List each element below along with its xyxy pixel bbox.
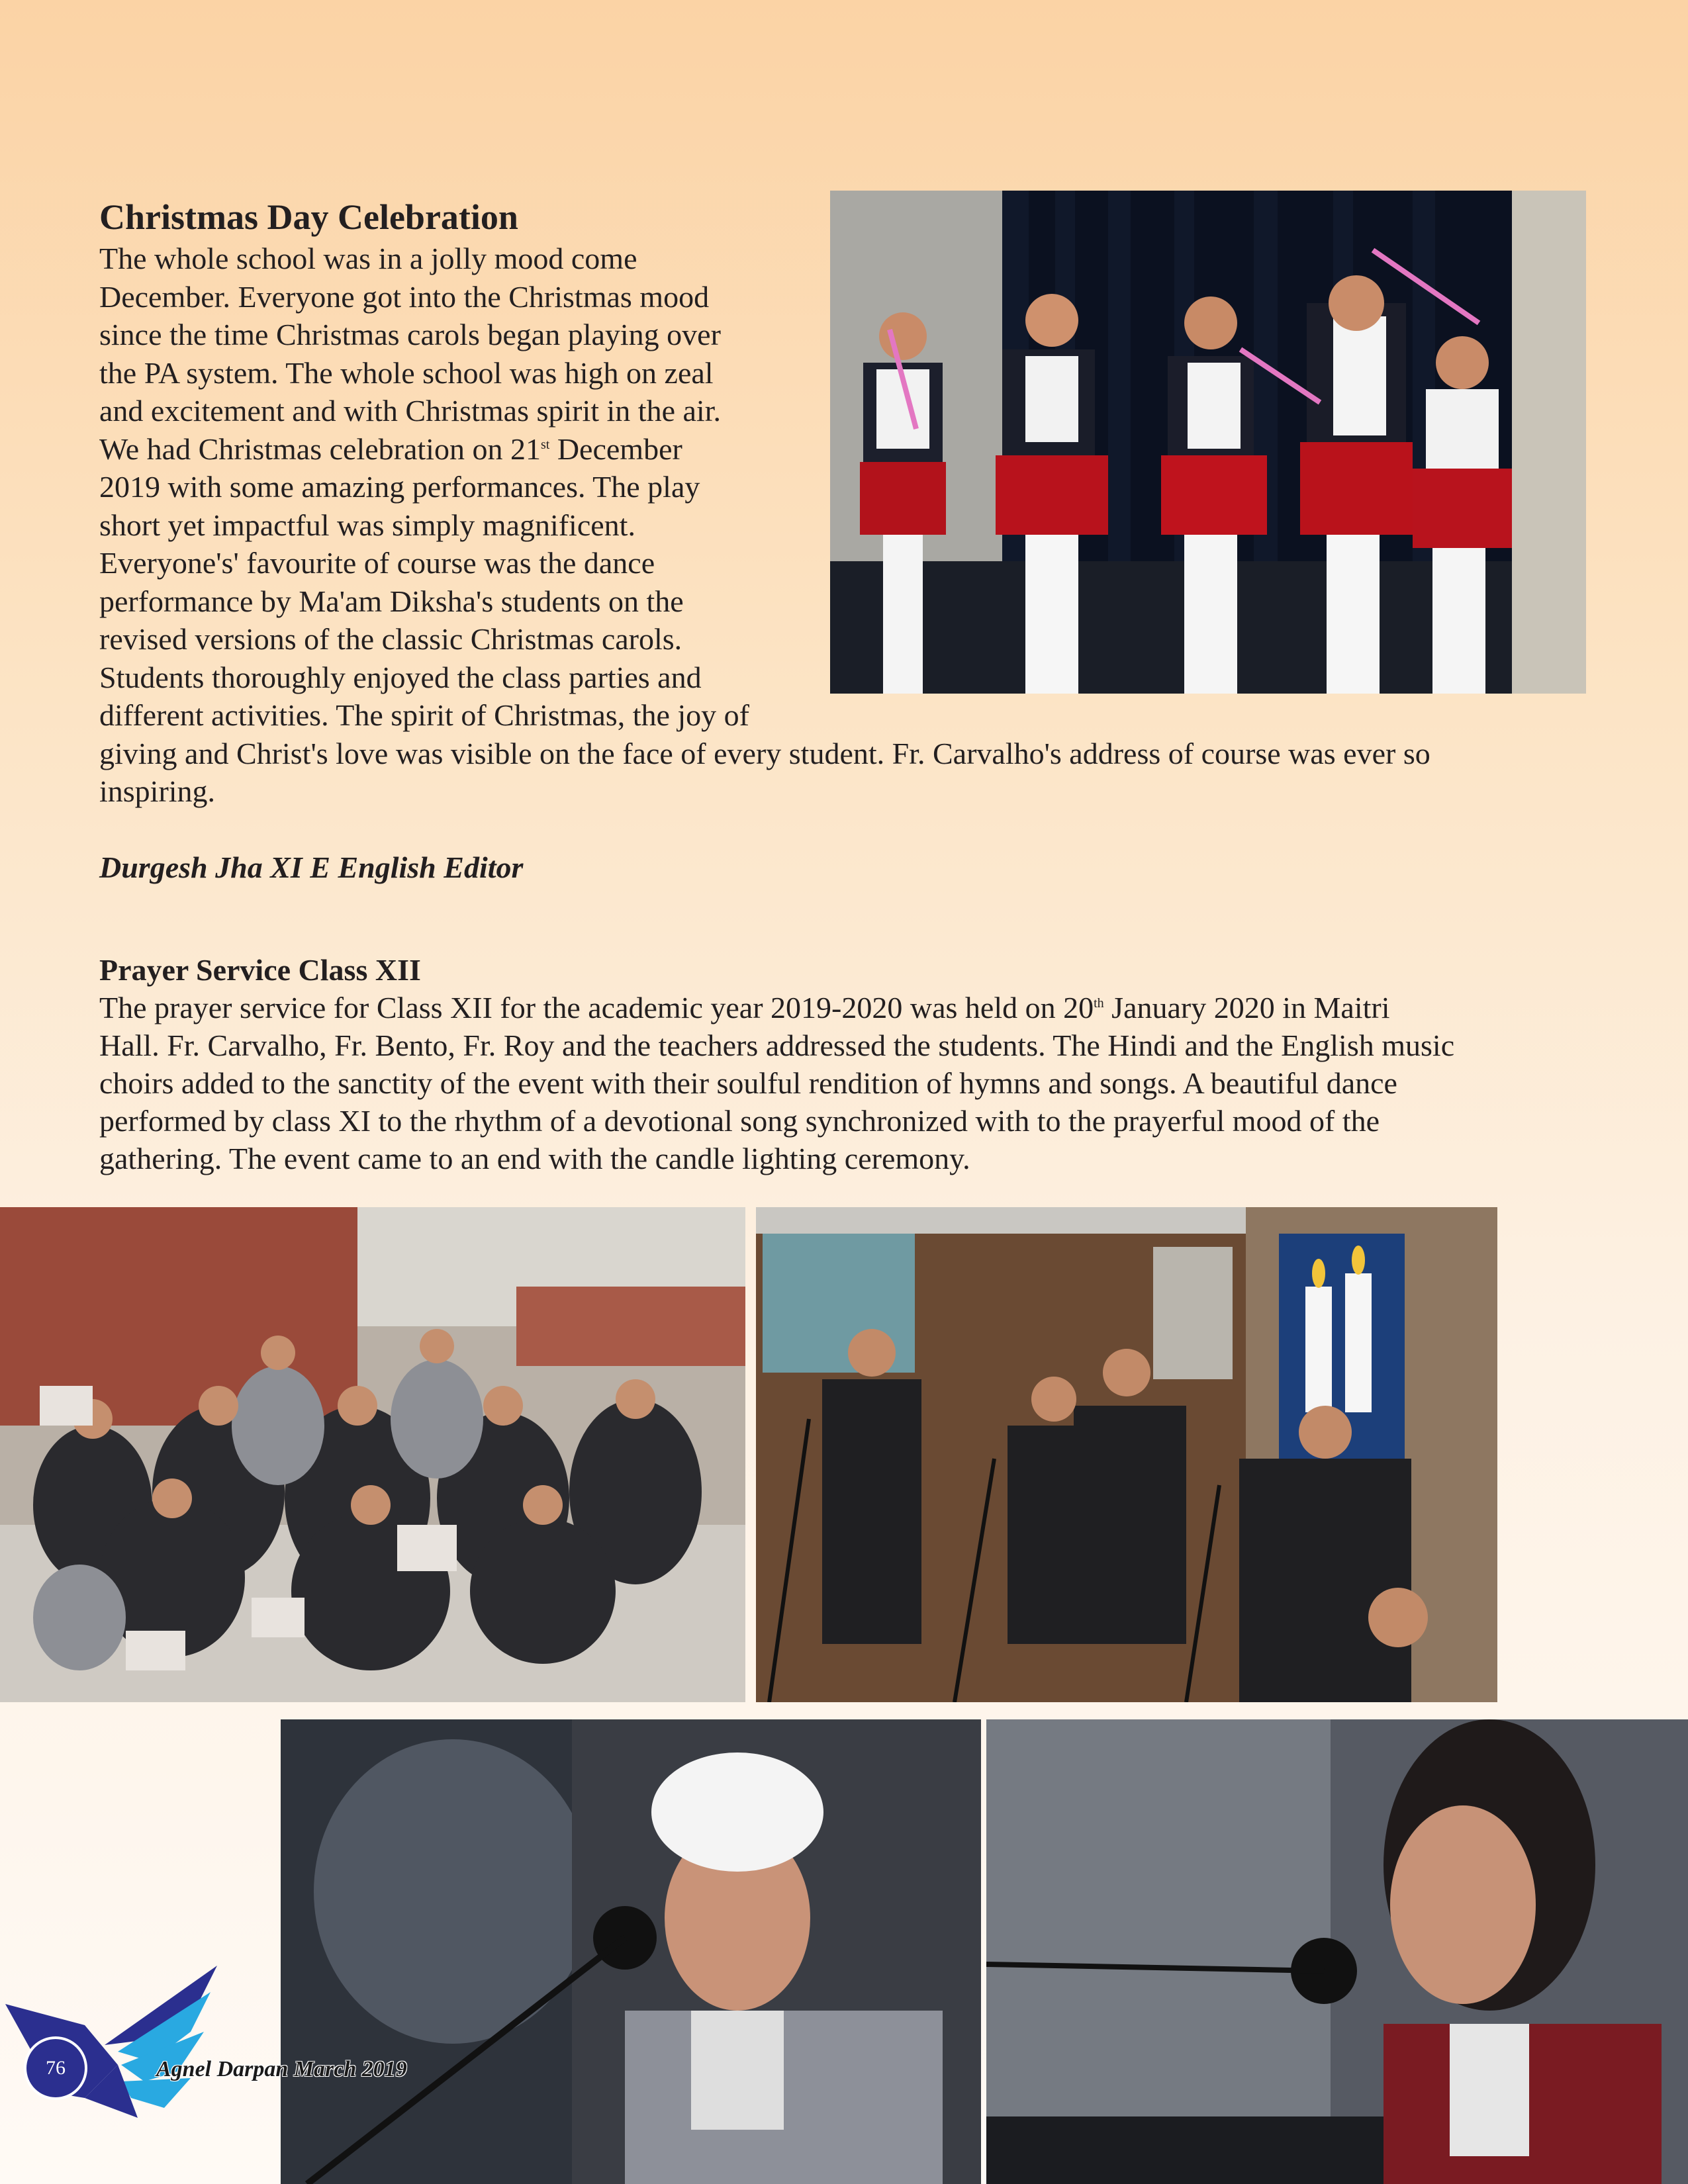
christmas-line: different activities. The spirit of Christmas, the joy of	[99, 698, 749, 732]
prayer-line: The prayer service for Class XII for the academic year 2019-2020 was held on 20	[99, 991, 1094, 1024]
date-ordinal-suffix: st	[540, 437, 550, 452]
christmas-line: inspiring.	[99, 774, 216, 808]
prayer-line: performed by class XI to the rhythm of a devotional song synchronized with to the prayerful mood of the	[99, 1104, 1380, 1138]
page-number: 76	[46, 2057, 66, 2079]
christmas-line: performance by Ma'am Diksha's students on the	[99, 584, 684, 618]
christmas-dance-photo	[830, 191, 1586, 694]
prayer-line-date	[99, 989, 1609, 1026]
date-ordinal-suffix: th	[1094, 996, 1104, 1011]
christmas-line: 2019 with some amazing performances. The play	[99, 470, 700, 504]
christmas-line: and excitement and with Christmas spirit in the air.	[99, 394, 721, 428]
school-bird-logo	[5, 1966, 224, 2124]
prayer-line: January 2020 in Maitri	[1103, 991, 1390, 1024]
christmas-line: giving and Christ's love was visible on the face of every student. Fr. Carvalho's address of course was ever so	[99, 736, 1430, 770]
speaker-boy-photo	[281, 1719, 981, 2184]
christmas-line: December. Everyone got into the Christmas mood	[99, 279, 710, 314]
prayer-title: Prayer Service Class XII	[99, 953, 421, 987]
prayer-line: gathering. The event came to an end with the candle lighting ceremony.	[99, 1142, 970, 1175]
christmas-line: The whole school was in a jolly mood come	[99, 242, 637, 275]
prayer-line: choirs added to the sanctity of the event with their soulful rendition of hymns and songs. A beautiful dance	[99, 1066, 1397, 1100]
christmas-date-month: December	[549, 432, 682, 466]
christmas-line: Everyone's' favourite of course was the dance	[99, 546, 655, 580]
christmas-byline: Durgesh Jha XI E English Editor	[99, 850, 524, 884]
christmas-line: We had Christmas celebration on 21	[99, 432, 541, 466]
christmas-line: short yet impactful was simply magnificent.	[99, 508, 635, 542]
class-xii-group-photo	[0, 1207, 745, 1702]
christmas-line: since the time Christmas carols began playing over	[99, 318, 721, 351]
choir-singing-photo	[756, 1207, 1497, 1702]
christmas-line: the PA system. The whole school was high on zeal	[99, 355, 714, 390]
christmas-title: Christmas Day Celebration	[99, 197, 518, 237]
prayer-article-body	[99, 989, 1609, 1177]
prayer-line: Hall. Fr. Carvalho, Fr. Bento, Fr. Roy and the teachers addressed the students. The Hindi and the English music	[99, 1028, 1455, 1062]
christmas-line: Students thoroughly enjoyed the class parties and	[99, 660, 702, 694]
speaker-girl-photo	[986, 1719, 1688, 2184]
magazine-footer-caption: Agnel Darpan March 2019	[156, 2057, 407, 2081]
christmas-line: revised versions of the classic Christmas carols.	[99, 622, 682, 656]
